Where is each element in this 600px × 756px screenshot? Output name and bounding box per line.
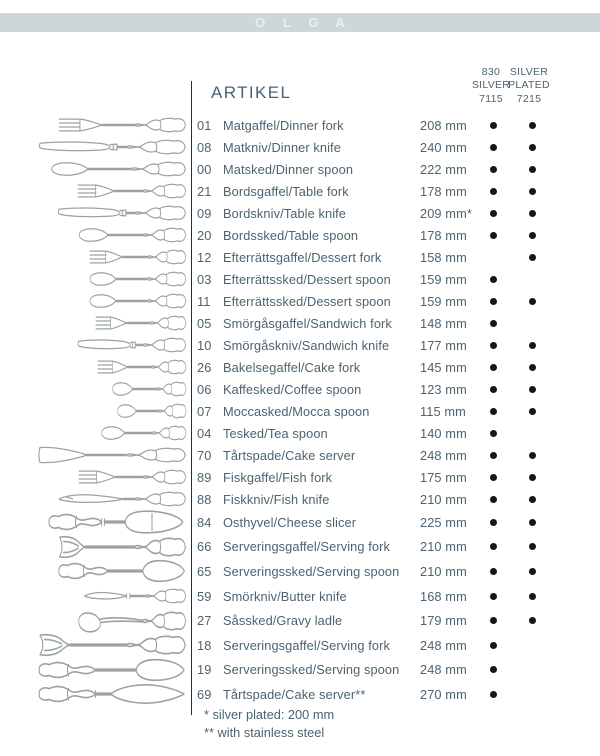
- dot-icon: [490, 342, 497, 349]
- cutlery-illustration-cell: [0, 423, 190, 443]
- table-row: [0, 290, 600, 312]
- dot-icon: [529, 166, 536, 173]
- article-number: 05: [197, 315, 212, 331]
- article-size: 178 mm: [420, 183, 467, 199]
- availability-dot-silver-plated: [522, 617, 542, 624]
- article-number: 04: [197, 425, 212, 441]
- table-row: [0, 158, 600, 180]
- availability-dot-silver-plated: [522, 276, 542, 283]
- availability-dot-830-silver: [483, 496, 503, 503]
- fork-icon: [97, 357, 187, 377]
- article-name: Matkniv/Dinner knife: [223, 139, 341, 155]
- dot-icon: [529, 144, 536, 151]
- article-size: 159 mm: [420, 271, 467, 287]
- dot-icon: [490, 568, 497, 575]
- table-row: [0, 608, 600, 633]
- availability-dot-silver-plated: [522, 364, 542, 371]
- spoon-icon: [111, 379, 187, 399]
- availability-dot-silver-plated: [522, 519, 542, 526]
- article-name: Bakelsegaffel/Cake fork: [223, 359, 361, 375]
- article-name: Serveringssked/Serving spoon: [223, 662, 400, 678]
- artikel-header: ARTIKEL: [211, 83, 292, 102]
- dot-icon: [490, 642, 497, 649]
- table-row: [0, 510, 600, 535]
- article-size: 177 mm: [420, 337, 467, 353]
- article-name: Matsked/Dinner spoon: [223, 161, 354, 177]
- footnote-stainless-steel: ** with stainless steel: [204, 725, 325, 740]
- dot-icon: [529, 519, 536, 526]
- dot-icon: [490, 452, 497, 459]
- article-name: Osthyvel/Cheese slicer: [223, 514, 357, 530]
- table-row: [0, 466, 600, 488]
- cutlery-illustration-cell: [0, 401, 190, 421]
- cutlery-illustration-cell: [0, 445, 190, 465]
- footnotes: [204, 706, 334, 742]
- cake-server-icon: [37, 445, 187, 465]
- article-size: 140 mm: [420, 425, 467, 441]
- cutlery-illustration-cell: [0, 247, 190, 267]
- dot-icon: [529, 452, 536, 459]
- article-name: Bordssked/Table spoon: [223, 227, 359, 243]
- article-size: 270 mm: [420, 686, 467, 702]
- spoon-icon: [116, 401, 187, 421]
- dot-icon: [490, 691, 497, 698]
- dot-icon: [529, 364, 536, 371]
- dot-icon: [529, 210, 536, 217]
- article-size: 209 mm*: [420, 205, 472, 221]
- article-name: Fiskkniv/Fish knife: [223, 491, 330, 507]
- dot-icon: [490, 519, 497, 526]
- availability-dot-830-silver: [483, 691, 503, 698]
- availability-dot-silver-plated: [522, 543, 542, 550]
- article-number: 65: [197, 563, 212, 579]
- dot-icon: [490, 617, 497, 624]
- cutlery-illustration-cell: [0, 335, 190, 355]
- dot-icon: [490, 188, 497, 195]
- knife-icon: [38, 137, 187, 157]
- availability-dot-830-silver: [483, 568, 503, 575]
- availability-column-headers: [0, 66, 600, 110]
- article-size: 208 mm: [420, 117, 467, 133]
- article-size: 168 mm: [420, 588, 467, 604]
- dot-icon: [529, 474, 536, 481]
- table-row: [0, 114, 600, 136]
- table-row: [0, 488, 600, 510]
- availability-dot-silver-plated: [522, 452, 542, 459]
- dot-icon: [490, 232, 497, 239]
- article-number: 70: [197, 447, 212, 463]
- dot-icon: [490, 430, 497, 437]
- table-row: [0, 559, 600, 584]
- cutlery-illustration-cell: [0, 181, 190, 201]
- availability-dot-830-silver: [483, 386, 503, 393]
- article-number: 09: [197, 205, 212, 221]
- availability-dot-silver-plated: [522, 122, 542, 129]
- article-number: 00: [197, 161, 212, 177]
- article-number: 66: [197, 539, 212, 555]
- knife-icon: [77, 335, 187, 355]
- availability-dot-830-silver: [483, 210, 503, 217]
- table-row: [0, 312, 600, 334]
- fork-icon: [78, 467, 187, 487]
- availability-dot-830-silver: [483, 342, 503, 349]
- article-name: Såssked/Gravy ladle: [223, 613, 343, 629]
- availability-dot-silver-plated: [522, 474, 542, 481]
- table-row: [0, 180, 600, 202]
- cutlery-illustration-cell: [0, 203, 190, 223]
- availability-dot-silver-plated: [522, 298, 542, 305]
- dot-icon: [490, 276, 497, 283]
- dot-icon: [490, 666, 497, 673]
- article-size: 225 mm: [420, 514, 467, 530]
- table-row: [0, 682, 600, 707]
- dot-icon: [529, 254, 536, 261]
- availability-dot-silver-plated: [522, 166, 542, 173]
- serving-fork-icon: [37, 632, 187, 658]
- article-name: Serveringssked/Serving spoon: [223, 563, 400, 579]
- article-number: 20: [197, 227, 212, 243]
- article-size: 222 mm: [420, 161, 467, 177]
- fork-icon: [89, 247, 187, 267]
- article-number: 27: [197, 613, 212, 629]
- article-name: Tesked/Tea spoon: [223, 425, 328, 441]
- article-size: 145 mm: [420, 359, 467, 375]
- ladle-icon: [76, 608, 187, 634]
- article-name: Efterrättsgaffel/Dessert fork: [223, 249, 382, 265]
- pattern-title: O L G A: [255, 15, 352, 30]
- article-number: 84: [197, 514, 212, 530]
- article-name: Matgaffel/Dinner fork: [223, 117, 344, 133]
- cutlery-illustration-cell: [0, 225, 190, 245]
- cutlery-illustration-cell: [0, 608, 190, 634]
- table-row: [0, 224, 600, 246]
- dot-icon: [529, 617, 536, 624]
- dot-icon: [529, 232, 536, 239]
- availability-dot-830-silver: [483, 122, 503, 129]
- article-number: 69: [197, 686, 212, 702]
- dot-icon: [529, 496, 536, 503]
- dot-icon: [490, 298, 497, 305]
- article-size: 210 mm: [420, 563, 467, 579]
- dot-icon: [490, 364, 497, 371]
- article-size: 210 mm: [420, 539, 467, 555]
- article-size: 178 mm: [420, 227, 467, 243]
- cutlery-illustration-cell: [0, 657, 190, 683]
- article-name: Bordsgaffel/Table fork: [223, 183, 349, 199]
- serving-spoon-icon: [37, 657, 187, 683]
- article-name: Serveringsgaffel/Serving fork: [223, 637, 390, 653]
- dot-icon: [529, 386, 536, 393]
- article-size: 158 mm: [420, 249, 467, 265]
- article-size: 240 mm: [420, 139, 467, 155]
- availability-dot-silver-plated: [522, 210, 542, 217]
- cutlery-illustration-cell: [0, 586, 190, 606]
- article-number: 08: [197, 139, 212, 155]
- cheese-slicer-icon: [47, 509, 187, 535]
- dot-icon: [529, 543, 536, 550]
- availability-dot-silver-plated: [522, 496, 542, 503]
- article-size: 248 mm: [420, 662, 467, 678]
- article-number: 03: [197, 271, 212, 287]
- table-row: [0, 246, 600, 268]
- article-name: Bordskniv/Table knife: [223, 205, 347, 221]
- butter-knife-icon: [83, 586, 187, 606]
- dot-icon: [490, 474, 497, 481]
- cutlery-illustration-cell: [0, 137, 190, 157]
- dot-icon: [490, 144, 497, 151]
- table-row: [0, 400, 600, 422]
- article-number: 59: [197, 588, 212, 604]
- table-row: [0, 136, 600, 158]
- article-number: 89: [197, 469, 212, 485]
- availability-dot-830-silver: [483, 593, 503, 600]
- article-number: 21: [197, 183, 212, 199]
- cutlery-illustration-cell: [0, 379, 190, 399]
- spoon-icon: [49, 159, 187, 179]
- article-size: 179 mm: [420, 613, 467, 629]
- table-row: [0, 378, 600, 400]
- dot-icon: [529, 342, 536, 349]
- article-number: 88: [197, 491, 212, 507]
- fork-icon: [77, 181, 187, 201]
- spoon-icon: [77, 225, 187, 245]
- article-number: 18: [197, 637, 212, 653]
- availability-dot-830-silver: [483, 254, 503, 261]
- cutlery-illustration-cell: [0, 681, 190, 707]
- dot-icon: [490, 408, 497, 415]
- spoon-icon: [88, 269, 187, 289]
- availability-dot-830-silver: [483, 642, 503, 649]
- article-number: 26: [197, 359, 212, 375]
- availability-dot-silver-plated: [522, 254, 542, 261]
- dot-icon: [490, 320, 497, 327]
- footnote-silver-plated: * silver plated: 200 mm: [204, 707, 335, 722]
- cutlery-illustration-cell: [0, 467, 190, 487]
- availability-dot-silver-plated: [522, 188, 542, 195]
- article-size: 148 mm: [420, 315, 467, 331]
- dot-icon: [490, 593, 497, 600]
- availability-dot-silver-plated: [522, 593, 542, 600]
- table-row: [0, 422, 600, 444]
- availability-dot-silver-plated: [522, 666, 542, 673]
- cutlery-illustration-cell: [0, 534, 190, 560]
- article-number: 01: [197, 117, 212, 133]
- cake-server-left-icon: [37, 681, 187, 707]
- availability-dot-830-silver: [483, 166, 503, 173]
- dot-icon: [490, 210, 497, 217]
- article-name: Smörkniv/Butter knife: [223, 588, 347, 604]
- article-name: Efterrättssked/Dessert spoon: [223, 271, 391, 287]
- availability-dot-silver-plated: [522, 408, 542, 415]
- availability-dot-830-silver: [483, 617, 503, 624]
- availability-dot-silver-plated: [522, 320, 542, 327]
- dot-icon: [529, 408, 536, 415]
- dot-icon: [529, 122, 536, 129]
- article-number: 12: [197, 249, 212, 265]
- column-header-silver-plated: SILVER PLATED 7215: [508, 66, 550, 105]
- table-row: [0, 202, 600, 224]
- availability-dot-silver-plated: [522, 144, 542, 151]
- cutlery-illustration-cell: [0, 357, 190, 377]
- availability-dot-830-silver: [483, 364, 503, 371]
- availability-dot-silver-plated: [522, 430, 542, 437]
- table-row: [0, 334, 600, 356]
- cutlery-illustration-cell: [0, 509, 190, 535]
- article-name: Tårtspade/Cake server**: [223, 686, 366, 702]
- availability-dot-silver-plated: [522, 232, 542, 239]
- article-size: 159 mm: [420, 293, 467, 309]
- availability-dot-830-silver: [483, 144, 503, 151]
- pattern-banner: [0, 13, 600, 32]
- article-size: 248 mm: [420, 447, 467, 463]
- cutlery-illustration-cell: [0, 269, 190, 289]
- article-size: 248 mm: [420, 637, 467, 653]
- availability-dot-830-silver: [483, 543, 503, 550]
- dot-icon: [490, 496, 497, 503]
- availability-dot-830-silver: [483, 666, 503, 673]
- availability-dot-830-silver: [483, 188, 503, 195]
- dot-icon: [529, 298, 536, 305]
- availability-dot-silver-plated: [522, 386, 542, 393]
- article-name: Tårtspade/Cake server: [223, 447, 356, 463]
- serving-spoon-icon: [57, 558, 187, 584]
- fork-icon: [95, 313, 187, 333]
- table-row: [0, 268, 600, 290]
- availability-dot-830-silver: [483, 298, 503, 305]
- availability-dot-silver-plated: [522, 642, 542, 649]
- article-name: Serveringsgaffel/Serving fork: [223, 539, 390, 555]
- availability-dot-silver-plated: [522, 691, 542, 698]
- cutlery-illustration-cell: [0, 291, 190, 311]
- article-number: 11: [197, 293, 211, 309]
- availability-dot-830-silver: [483, 430, 503, 437]
- article-name: Smörgåsgaffel/Sandwich fork: [223, 315, 392, 331]
- availability-dot-830-silver: [483, 232, 503, 239]
- article-number: 10: [197, 337, 212, 353]
- availability-dot-830-silver: [483, 408, 503, 415]
- dot-icon: [529, 188, 536, 195]
- article-name: Fiskgaffel/Fish fork: [223, 469, 333, 485]
- fork-icon: [58, 115, 187, 135]
- article-size: 210 mm: [420, 491, 467, 507]
- cutlery-illustration-cell: [0, 632, 190, 658]
- dot-icon: [529, 593, 536, 600]
- cutlery-illustration-cell: [0, 558, 190, 584]
- cutlery-illustration-cell: [0, 115, 190, 135]
- availability-dot-silver-plated: [522, 568, 542, 575]
- table-row: [0, 444, 600, 466]
- article-size: 123 mm: [420, 381, 467, 397]
- availability-dot-830-silver: [483, 320, 503, 327]
- article-name: Moccasked/Mocca spoon: [223, 403, 370, 419]
- table-row: [0, 658, 600, 683]
- cutlery-table: [0, 114, 600, 707]
- article-number: 06: [197, 381, 212, 397]
- dot-icon: [490, 543, 497, 550]
- dot-icon: [490, 386, 497, 393]
- spoon-icon: [88, 291, 187, 311]
- availability-dot-830-silver: [483, 276, 503, 283]
- availability-dot-830-silver: [483, 519, 503, 526]
- availability-dot-830-silver: [483, 452, 503, 459]
- table-row: [0, 535, 600, 560]
- article-number: 07: [197, 403, 212, 419]
- cutlery-illustration-cell: [0, 313, 190, 333]
- table-row: [0, 633, 600, 658]
- table-row: [0, 584, 600, 609]
- cutlery-illustration-cell: [0, 159, 190, 179]
- dot-icon: [490, 122, 497, 129]
- spoon-icon: [100, 423, 187, 443]
- article-name: Efterrättssked/Dessert spoon: [223, 293, 391, 309]
- column-header-830-silver: 830 SILVER 7115: [471, 66, 511, 105]
- cutlery-illustration-cell: [0, 489, 190, 509]
- availability-dot-silver-plated: [522, 342, 542, 349]
- dot-icon: [529, 568, 536, 575]
- article-name: Smörgåskniv/Sandwich knife: [223, 337, 390, 353]
- table-row: [0, 356, 600, 378]
- availability-dot-830-silver: [483, 474, 503, 481]
- knife-icon: [57, 203, 187, 223]
- dot-icon: [490, 166, 497, 173]
- article-size: 115 mm: [420, 403, 466, 419]
- fish-knife-icon: [57, 489, 187, 509]
- article-name: Kaffesked/Coffee spoon: [223, 381, 362, 397]
- article-size: 175 mm: [420, 469, 467, 485]
- article-number: 19: [197, 662, 212, 678]
- serving-fork-icon: [57, 534, 187, 560]
